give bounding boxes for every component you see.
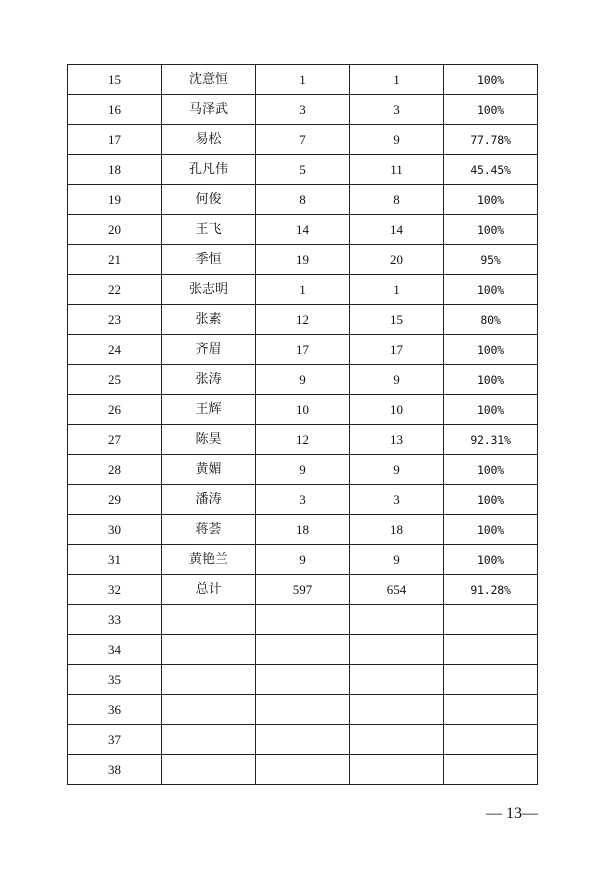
percentage-cell: 92.31% [444,425,538,455]
completed-count-cell: 12 [256,425,350,455]
completed-count-cell: 18 [256,515,350,545]
total-count-cell: 9 [350,545,444,575]
completed-count-cell: 597 [256,575,350,605]
name-cell: 张素 [162,305,256,335]
completed-count-cell: 1 [256,65,350,95]
percentage-cell: 80% [444,305,538,335]
name-cell: 齐眉 [162,335,256,365]
completed-count-cell: 17 [256,335,350,365]
row-number-cell: 28 [68,455,162,485]
percentage-cell: 100% [444,455,538,485]
row-number-cell: 32 [68,575,162,605]
row-number-cell: 37 [68,725,162,755]
completed-count-cell: 3 [256,485,350,515]
total-count-cell: 10 [350,395,444,425]
percentage-cell: 100% [444,215,538,245]
completed-count-cell: 7 [256,125,350,155]
table-row [68,635,538,665]
table-row [68,755,538,785]
name-cell: 沈意恒 [162,65,256,95]
percentage-cell: 45.45% [444,155,538,185]
total-count-cell: 14 [350,215,444,245]
table-row [68,395,538,425]
completed-count-cell: 8 [256,185,350,215]
percentage-cell [444,695,538,725]
percentage-cell: 100% [444,65,538,95]
table-row [68,65,538,95]
percentage-cell [444,665,538,695]
total-count-cell [350,605,444,635]
row-number-cell: 18 [68,155,162,185]
name-cell: 何俊 [162,185,256,215]
table-row [68,695,538,725]
row-number-cell: 21 [68,245,162,275]
percentage-cell: 100% [444,485,538,515]
total-count-cell: 1 [350,275,444,305]
row-number-cell: 31 [68,545,162,575]
percentage-cell: 100% [444,335,538,365]
completed-count-cell: 3 [256,95,350,125]
table-row [68,455,538,485]
row-number-cell: 33 [68,605,162,635]
completed-count-cell [256,695,350,725]
row-number-cell: 26 [68,395,162,425]
row-number-cell: 36 [68,695,162,725]
total-count-cell: 654 [350,575,444,605]
completed-count-cell [256,725,350,755]
row-number-cell: 29 [68,485,162,515]
completed-count-cell: 10 [256,395,350,425]
table-row [68,95,538,125]
percentage-cell: 100% [444,395,538,425]
percentage-cell [444,755,538,785]
percentage-cell: 100% [444,515,538,545]
name-cell: 易松 [162,125,256,155]
total-count-cell [350,725,444,755]
table-row [68,365,538,395]
name-cell: 黄艳兰 [162,545,256,575]
total-count-cell: 13 [350,425,444,455]
name-cell: 张涛 [162,365,256,395]
row-number-cell: 23 [68,305,162,335]
total-count-cell: 11 [350,155,444,185]
row-number-cell: 22 [68,275,162,305]
table-row [68,515,538,545]
completed-count-cell [256,755,350,785]
row-number-cell: 15 [68,65,162,95]
total-count-cell: 17 [350,335,444,365]
percentage-cell: 91.28% [444,575,538,605]
row-number-cell: 38 [68,755,162,785]
total-count-cell: 20 [350,245,444,275]
data-table [67,64,538,785]
completed-count-cell: 5 [256,155,350,185]
total-count-cell: 9 [350,455,444,485]
table-row [68,275,538,305]
table-row [68,605,538,635]
page-number: — 13— [486,805,538,822]
completed-count-cell: 14 [256,215,350,245]
percentage-cell: 100% [444,275,538,305]
table-row [68,125,538,155]
name-cell: 总计 [162,575,256,605]
name-cell [162,665,256,695]
row-number-cell: 30 [68,515,162,545]
name-cell [162,605,256,635]
table-row [68,155,538,185]
total-count-cell [350,665,444,695]
completed-count-cell [256,605,350,635]
name-cell: 陈昊 [162,425,256,455]
row-number-cell: 25 [68,365,162,395]
table-row [68,725,538,755]
table-row [68,305,538,335]
total-count-cell: 8 [350,185,444,215]
name-cell: 王飞 [162,215,256,245]
table-row [68,245,538,275]
total-count-cell: 3 [350,95,444,125]
percentage-cell: 95% [444,245,538,275]
name-cell: 黄媚 [162,455,256,485]
total-count-cell [350,755,444,785]
completed-count-cell: 9 [256,365,350,395]
percentage-cell: 100% [444,185,538,215]
row-number-cell: 27 [68,425,162,455]
table-row [68,215,538,245]
completed-count-cell: 1 [256,275,350,305]
row-number-cell: 20 [68,215,162,245]
total-count-cell [350,635,444,665]
percentage-cell: 100% [444,365,538,395]
percentage-cell: 77.78% [444,125,538,155]
table-row [68,665,538,695]
completed-count-cell: 9 [256,455,350,485]
total-count-cell: 1 [350,65,444,95]
total-count-cell: 18 [350,515,444,545]
name-cell: 季恒 [162,245,256,275]
total-count-cell: 3 [350,485,444,515]
name-cell: 张志明 [162,275,256,305]
name-cell: 蒋荟 [162,515,256,545]
percentage-cell: 100% [444,545,538,575]
row-number-cell: 19 [68,185,162,215]
name-cell: 王辉 [162,395,256,425]
table-row [68,485,538,515]
row-number-cell: 16 [68,95,162,125]
table-body [68,65,538,785]
completed-count-cell: 9 [256,545,350,575]
percentage-cell [444,725,538,755]
row-number-cell: 35 [68,665,162,695]
name-cell: 马泽武 [162,95,256,125]
row-number-cell: 34 [68,635,162,665]
percentage-cell [444,635,538,665]
name-cell [162,635,256,665]
table-row [68,545,538,575]
row-number-cell: 17 [68,125,162,155]
name-cell [162,755,256,785]
table-row [68,575,538,605]
completed-count-cell [256,635,350,665]
total-count-cell [350,695,444,725]
table-row [68,185,538,215]
completed-count-cell: 19 [256,245,350,275]
name-cell [162,695,256,725]
completed-count-cell: 12 [256,305,350,335]
name-cell: 孔凡伟 [162,155,256,185]
table-row [68,425,538,455]
total-count-cell: 9 [350,365,444,395]
row-number-cell: 24 [68,335,162,365]
table-row [68,335,538,365]
name-cell: 潘涛 [162,485,256,515]
percentage-cell [444,605,538,635]
total-count-cell: 15 [350,305,444,335]
percentage-cell: 100% [444,95,538,125]
completed-count-cell [256,665,350,695]
name-cell [162,725,256,755]
total-count-cell: 9 [350,125,444,155]
